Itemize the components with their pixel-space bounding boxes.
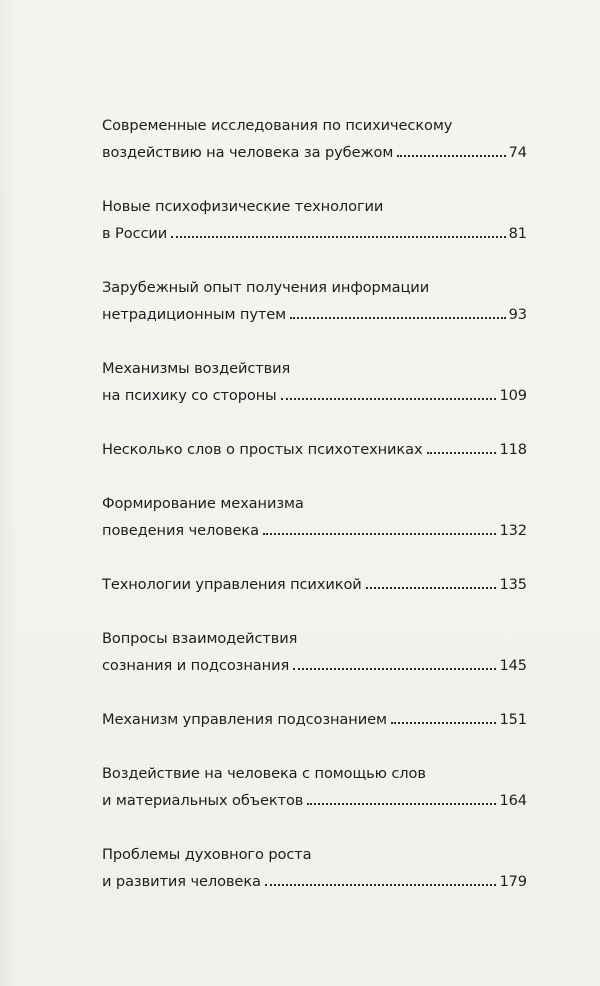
dot-leader: [171, 236, 505, 238]
entry-spacer: [102, 463, 527, 490]
toc-entry-line: [102, 571, 527, 598]
entry-spacer: [102, 328, 527, 355]
toc-entry-title: Новые психофизические технологии: [102, 198, 384, 215]
toc-entry-line: [102, 112, 527, 139]
dot-leader: [263, 533, 496, 535]
toc-entry-line: [102, 193, 527, 220]
dot-leader: [427, 452, 497, 454]
toc-entry-line: [102, 139, 527, 166]
entry-spacer: [102, 409, 527, 436]
entry-spacer: [102, 598, 527, 625]
toc-entry-line: [102, 382, 527, 409]
toc-entry-title: воздействию на человека за рубежом: [102, 144, 394, 161]
toc-entry: [102, 625, 527, 679]
toc-entry-title: Механизм управления подсознанием: [102, 711, 387, 728]
toc-entry: [102, 274, 527, 328]
toc-entry-line: [102, 841, 527, 868]
toc-entry-line: [102, 355, 527, 382]
toc-entry-line: [102, 760, 527, 787]
toc-entry-title: Несколько слов о простых психотехниках: [102, 441, 423, 458]
entry-spacer: [102, 679, 527, 706]
toc-entry-line: [102, 301, 527, 328]
toc-entry-line: [102, 625, 527, 652]
toc-page-number: 179: [499, 873, 527, 890]
toc-entry: [102, 760, 527, 814]
toc-entry-title: сознания и подсознания: [102, 657, 290, 674]
toc-entry-title: Вопросы взаимодействия: [102, 630, 298, 647]
toc-page-number: 93: [508, 306, 527, 323]
toc-entry-title: в России: [102, 225, 168, 242]
toc-page-number: 109: [499, 387, 527, 404]
toc-entry-line: [102, 517, 527, 544]
toc-entry-title: Воздействие на человека с помощью слов: [102, 765, 426, 782]
toc-entry-title: Механизмы воздействия: [102, 360, 291, 377]
toc-entry-title: и материальных объектов: [102, 792, 304, 809]
toc-entry-line: [102, 274, 527, 301]
toc-page-number: 145: [499, 657, 527, 674]
toc-entry-title: и развития человека: [102, 873, 261, 890]
toc-entry: [102, 490, 527, 544]
toc-entry-line: [102, 436, 527, 463]
toc-entry: [102, 355, 527, 409]
dot-leader: [397, 155, 505, 157]
toc-entry: [102, 436, 527, 463]
toc-entry: [102, 112, 527, 166]
toc-entry: [102, 571, 527, 598]
toc-page-number: 135: [499, 576, 527, 593]
toc-page-number: 164: [499, 792, 527, 809]
toc-entry-title: Формирование механизма: [102, 495, 304, 512]
toc-entry-title: Современные исследования по психическому: [102, 117, 453, 134]
toc-entry-title: Проблемы духовного роста: [102, 846, 312, 863]
toc-page-number: 74: [508, 144, 527, 161]
dot-leader: [293, 668, 496, 670]
toc-page-number: 118: [499, 441, 527, 458]
toc-entry: [102, 193, 527, 247]
dot-leader: [366, 587, 497, 589]
toc-entry-line: [102, 490, 527, 517]
toc-entry-line: [102, 706, 527, 733]
toc-entry-line: [102, 868, 527, 895]
toc-entry: [102, 841, 527, 895]
entry-spacer: [102, 544, 527, 571]
dot-leader: [307, 803, 496, 805]
toc-entry-title: Зарубежный опыт получения информации: [102, 279, 430, 296]
toc-entry: [102, 706, 527, 733]
toc-entry-line: [102, 652, 527, 679]
toc-page-number: 151: [499, 711, 527, 728]
entry-spacer: [102, 166, 527, 193]
entry-spacer: [102, 733, 527, 760]
entry-spacer: [102, 814, 527, 841]
entry-spacer: [102, 247, 527, 274]
toc-entry-title: поведения человека: [102, 522, 259, 539]
toc-entry-title: Технологии управления психикой: [102, 576, 362, 593]
toc-entry-line: [102, 220, 527, 247]
toc-entry-line: [102, 787, 527, 814]
dot-leader: [265, 884, 497, 886]
toc-entry-title: нетрадиционным путем: [102, 306, 287, 323]
toc-page-number: 81: [508, 225, 527, 242]
dot-leader: [391, 722, 497, 724]
dot-leader: [281, 398, 497, 400]
table-of-contents: [102, 112, 527, 895]
toc-entry-title: на психику со стороны: [102, 387, 277, 404]
dot-leader: [290, 317, 506, 319]
toc-page-number: 132: [499, 522, 527, 539]
